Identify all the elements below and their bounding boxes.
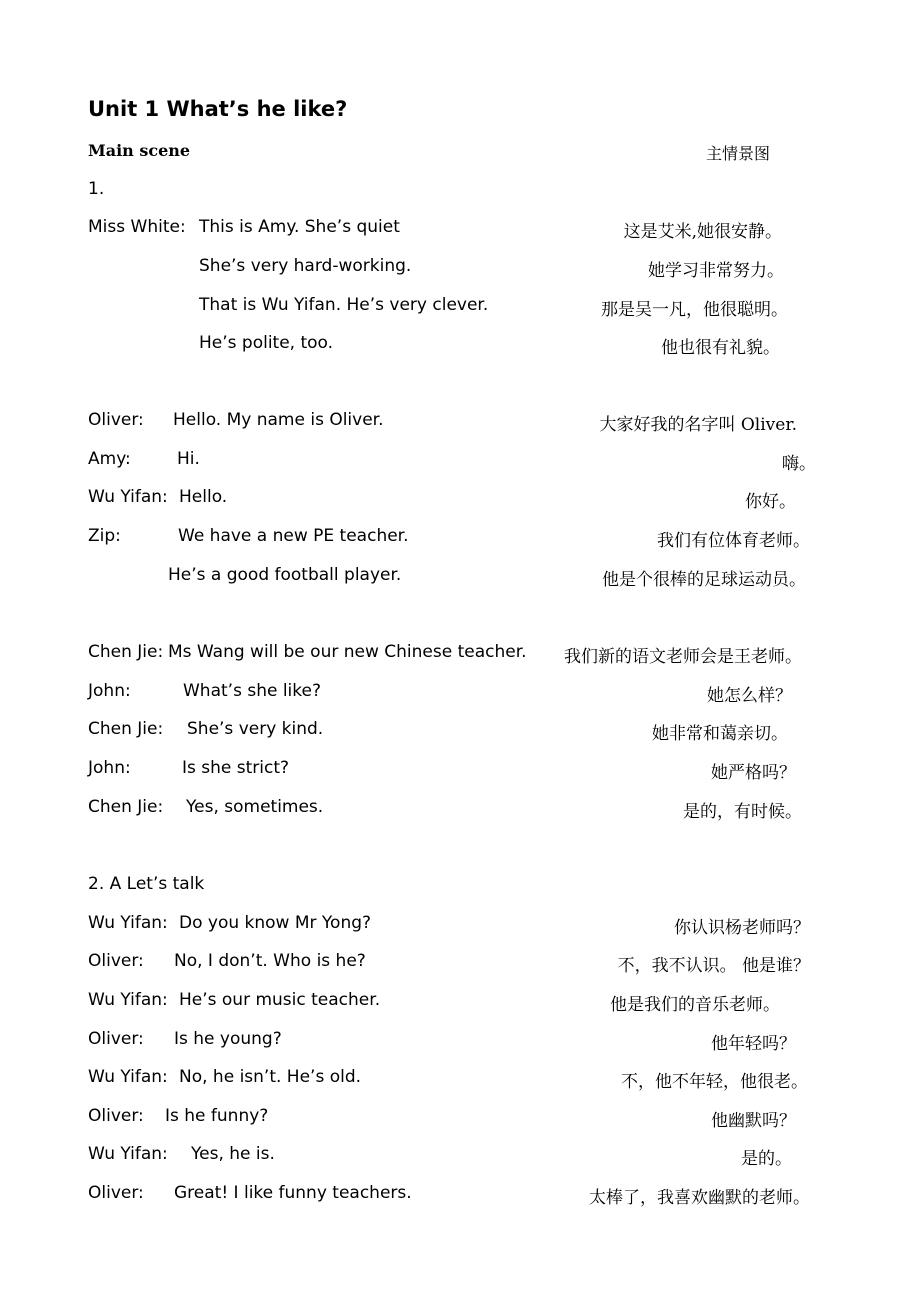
dialogue-chinese: 他是个很棒的足球运动员。 <box>602 570 806 590</box>
dialogue-speaker: Miss White: <box>88 217 186 237</box>
dialogue-speaker: John: <box>88 758 131 778</box>
dialogue-english: Yes, he is. <box>191 1144 275 1164</box>
dialogue-chinese: 他是我们的音乐老师。 <box>610 995 780 1015</box>
dialogue-speaker: Oliver: <box>88 951 144 971</box>
dialogue-speaker: Oliver: <box>88 1106 144 1126</box>
dialogue-speaker: Wu Yifan: <box>88 1067 168 1087</box>
dialogue-english: Is he funny? <box>165 1106 269 1126</box>
dialogue-chinese: 我们新的语文老师会是王老师。 <box>564 647 802 667</box>
dialogue-speaker: Chen Jie: <box>88 642 164 662</box>
dialogue-english: He’s polite, too. <box>199 333 334 353</box>
dialogue-chinese: 是的。 <box>741 1149 792 1169</box>
dialogue-speaker: Oliver: <box>88 1183 144 1203</box>
dialogue-english: We have a new PE teacher. <box>178 526 409 546</box>
dialogue-chinese: 她严格吗？ <box>711 763 796 783</box>
dialogue-speaker: Wu Yifan: <box>88 990 168 1010</box>
section-1-heading: 1. <box>88 179 105 199</box>
dialogue-speaker: John: <box>88 681 131 701</box>
dialogue-english: She’s very hard-working. <box>199 256 412 276</box>
dialogue-speaker: Amy: <box>88 449 131 469</box>
dialogue-chinese: 太棒了，我喜欢幽默的老师。 <box>589 1188 810 1208</box>
dialogue-chinese: 你好。 <box>745 492 796 512</box>
dialogue-english: Is he young? <box>174 1029 282 1049</box>
dialogue-english: What’s she like? <box>183 681 321 701</box>
section-2-heading: 2. A Let’s talk <box>88 874 205 894</box>
dialogue-chinese: 是的，有时候。 <box>683 802 802 822</box>
dialogue-chinese: 你认识杨老师吗？ <box>674 918 810 938</box>
dialogue-speaker: Wu Yifan: <box>88 487 168 507</box>
dialogue-speaker: Chen Jie: <box>88 797 164 817</box>
dialogue-chinese: 我们有位体育老师。 <box>657 531 810 551</box>
dialogue-english: Great! I like funny teachers. <box>174 1183 412 1203</box>
dialogue-chinese: 那是吴一凡，他很聪明。 <box>601 300 788 320</box>
dialogue-chinese: 不，我不认识。 他是谁？ <box>617 956 810 976</box>
dialogue-english: This is Amy. She’s quiet <box>199 217 400 237</box>
dialogue-chinese: 这是艾米,她很安静。 <box>623 222 782 242</box>
dialogue-english: She’s very kind. <box>187 719 324 739</box>
dialogue-english: No, he isn’t. He’s old. <box>179 1067 362 1087</box>
dialogue-speaker: Oliver: <box>88 410 144 430</box>
dialogue-speaker: Chen Jie: <box>88 719 164 739</box>
dialogue-english: Hi. <box>177 449 200 469</box>
dialogue-english: Do you know Mr Yong? <box>179 913 372 933</box>
dialogue-chinese: 她学习非常努力。 <box>648 261 784 281</box>
dialogue-chinese: 不，他不年轻，他很老。 <box>621 1072 808 1092</box>
dialogue-chinese: 他年轻吗？ <box>711 1034 796 1054</box>
dialogue-english: He’s a good football player. <box>168 565 402 585</box>
dialogue-chinese: 他也很有礼貌。 <box>661 338 780 358</box>
dialogue-english: He’s our music teacher. <box>179 990 381 1010</box>
dialogue-speaker: Zip: <box>88 526 121 546</box>
dialogue-english: Is she strict? <box>182 758 290 778</box>
dialogue-english: Hello. <box>179 487 228 507</box>
dialogue-english: Hello. My name is Oliver. <box>173 410 384 430</box>
dialogue-chinese: 她怎么样？ <box>707 686 792 706</box>
dialogue-chinese: 他幽默吗？ <box>711 1111 796 1131</box>
dialogue-speaker: Wu Yifan: <box>88 1144 168 1164</box>
dialogue-english: No, I don’t. Who is he? <box>174 951 366 971</box>
dialogue-chinese: 她非常和蔼亲切。 <box>652 724 788 744</box>
page-title: Unit 1 What’s he like? <box>88 97 348 121</box>
dialogue-chinese: 大家好我的名字叫 Oliver. <box>599 415 797 435</box>
dialogue-chinese: 嗨。 <box>782 454 816 474</box>
dialogue-english: Ms Wang will be our new Chinese teacher. <box>168 642 527 662</box>
dialogue-speaker: Oliver: <box>88 1029 144 1049</box>
dialogue-english: Yes, sometimes. <box>186 797 324 817</box>
dialogue-english: That is Wu Yifan. He’s very clever. <box>199 295 489 315</box>
main-scene-label: Main scene <box>88 141 191 160</box>
dialogue-speaker: Wu Yifan: <box>88 913 168 933</box>
main-scene-label-zh: 主情景图 <box>705 144 770 163</box>
